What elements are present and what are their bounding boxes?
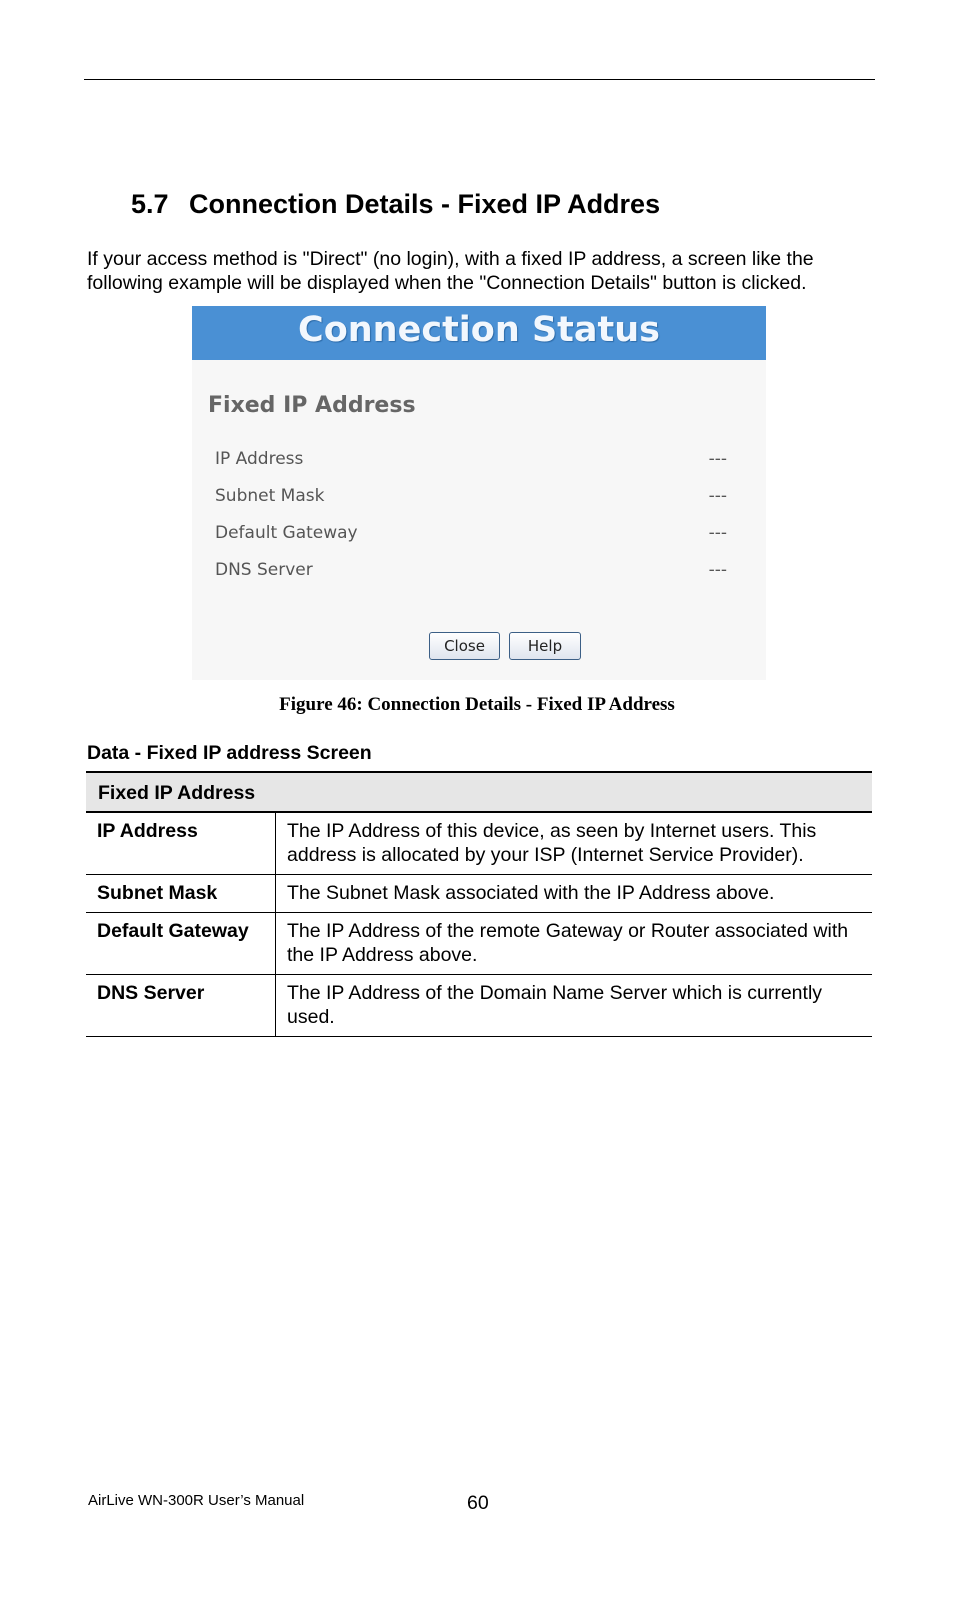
status-label: Subnet Mask <box>215 486 325 506</box>
field-name: Subnet Mask <box>86 875 276 913</box>
close-button[interactable]: Close <box>429 632 500 660</box>
status-label: IP Address <box>215 449 304 469</box>
section-number: 5.7 <box>131 189 169 219</box>
page-number: 60 <box>467 1492 489 1514</box>
section-heading <box>131 189 660 220</box>
section-title: Connection Details - Fixed IP Addres <box>189 189 661 219</box>
status-row-dns-server <box>215 560 727 584</box>
table-row <box>86 975 872 1037</box>
figure-caption: Figure 46: Connection Details - Fixed IP Address <box>279 694 675 715</box>
status-row-subnet-mask <box>215 486 727 510</box>
footer-manual-title: AirLive WN-300R User’s Manual <box>88 1492 305 1509</box>
intro-line: If your access method is "Direct" (no login), with a fixed IP address, a screen like the <box>87 248 814 270</box>
field-name: DNS Server <box>86 975 276 1037</box>
field-description: The IP Address of the Domain Name Server which is currently used. <box>276 975 873 1037</box>
field-name: Default Gateway <box>86 913 276 975</box>
status-row-ip-address <box>215 449 727 473</box>
header-rule <box>84 79 875 80</box>
field-description: The Subnet Mask associated with the IP Address above. <box>276 875 873 913</box>
table-row <box>86 812 872 875</box>
help-button[interactable]: Help <box>509 632 581 660</box>
intro-paragraph <box>87 247 877 295</box>
status-label: DNS Server <box>215 560 313 580</box>
table-title: Data - Fixed IP address Screen <box>87 742 372 764</box>
intro-line: following example will be displayed when the "Connection Details" button is clicked. <box>87 272 807 294</box>
fixed-ip-data-table <box>86 771 872 1037</box>
connection-status-screenshot <box>192 306 766 680</box>
table-header-row <box>86 772 872 812</box>
status-value: --- <box>708 523 727 543</box>
connection-status-banner: Connection Status <box>192 306 766 360</box>
table-row <box>86 913 872 975</box>
status-value: --- <box>708 560 727 580</box>
status-label: Default Gateway <box>215 523 358 543</box>
table-header: Fixed IP Address <box>86 772 872 812</box>
fixed-ip-subtitle: Fixed IP Address <box>208 393 416 418</box>
field-name: IP Address <box>86 812 276 875</box>
status-value: --- <box>708 449 727 469</box>
status-row-default-gateway <box>215 523 727 547</box>
table-row <box>86 875 872 913</box>
field-description: The IP Address of this device, as seen by Internet users. This address is allocated by your ISP (Internet Service Provider). <box>276 812 873 875</box>
field-description: The IP Address of the remote Gateway or Router associated with the IP Address above. <box>276 913 873 975</box>
status-value: --- <box>708 486 727 506</box>
